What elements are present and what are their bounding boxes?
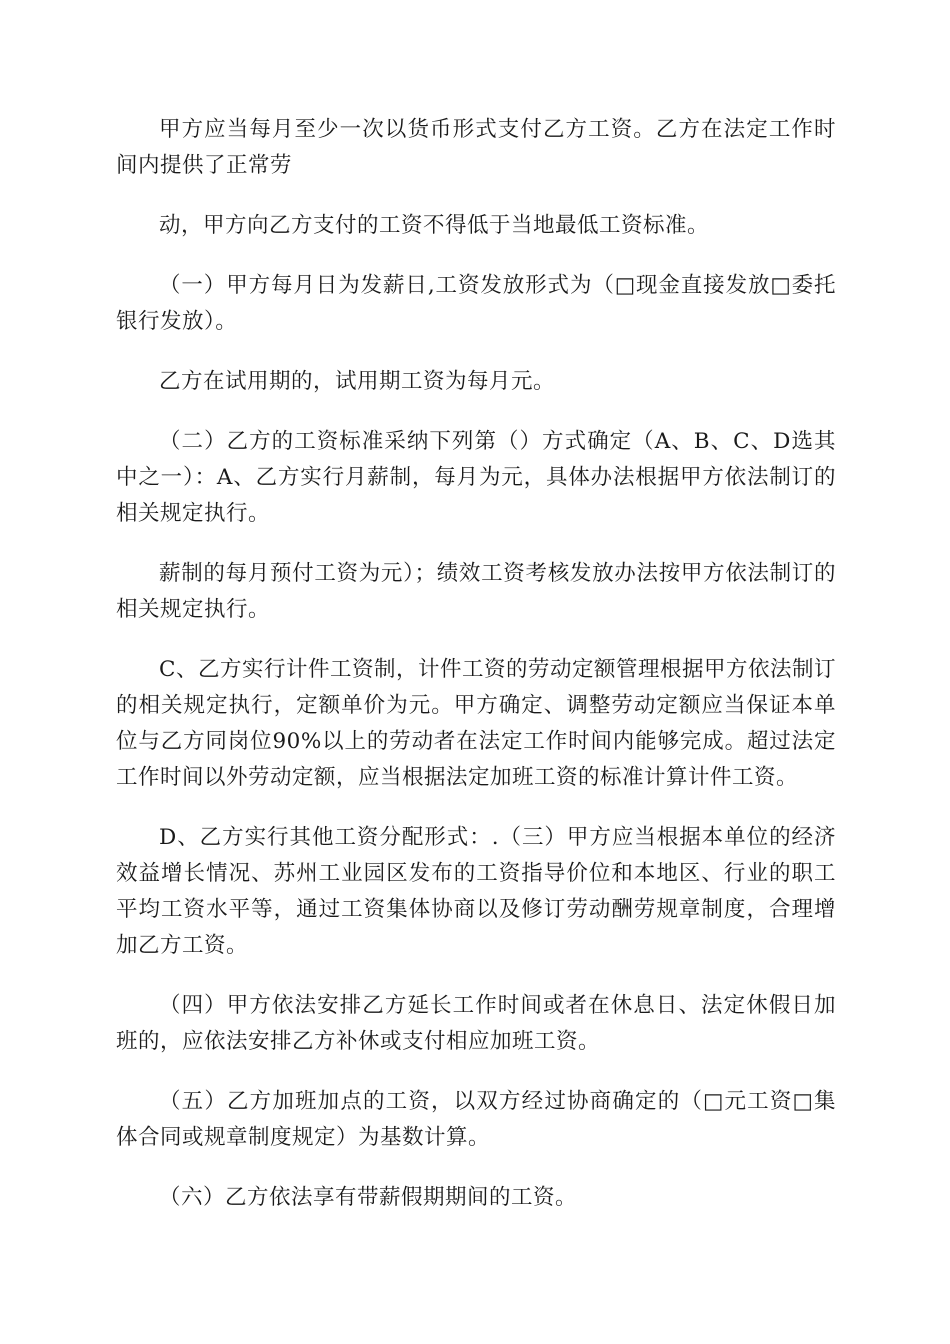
- paragraph-1: 甲方应当每月至少一次以货币形式支付乙方工资。乙方在法定工作时间内提供了正常劳: [116, 117, 836, 178]
- paragraph-3: （一）甲方每月日为发薪日,工资发放形式为（□现金直接发放□委托银行发放）。: [116, 273, 836, 334]
- paragraph-9: （四）甲方依法安排乙方延长工作时间或者在休息日、法定休假日加班的，应依法安排乙方补休或支付相应加班工资。: [116, 993, 836, 1054]
- paragraph-11: （六）乙方依法享有带薪假期期间的工资。: [159, 1185, 578, 1210]
- paragraph-7: C、乙方实行计件工资制，计件工资的劳动定额管理根据甲方依法制订的相关规定执行，定额单价为元。甲方确定、调整劳动定额应当保证本单位与乙方同岗位90%以上的劳动者在法定工作时间内能够完成。超过法定工作时间以外劳动定额，应当根据法定加班工资的标准计算计件工资。: [116, 657, 836, 790]
- document-body: [116, 112, 836, 1240]
- paragraph-5: （二）乙方的工资标准采纳下列第（）方式确定（A、B、C、D选其中之一）：A、乙方实行月薪制，每月为元，具体办法根据甲方依法制订的相关规定执行。: [116, 429, 836, 526]
- paragraph-8: D、乙方实行其他工资分配形式：.（三）甲方应当根据本单位的经济效益增长情况、苏州工业园区发布的工资指导价位和本地区、行业的职工平均工资水平等，通过工资集体协商以及修订劳动酬劳规章制度，合理增加乙方工资。: [116, 825, 836, 958]
- paragraph-10: （五）乙方加班加点的工资，以双方经过协商确定的（□元工资□集体合同或规章制度规定）为基数计算。: [116, 1089, 836, 1150]
- paragraph-6: 薪制的每月预付工资为元）；绩效工资考核发放办法按甲方依法制订的相关规定执行。: [116, 561, 836, 622]
- paragraph-2: 动，甲方向乙方支付的工资不得低于当地最低工资标准。: [159, 213, 710, 238]
- paragraph-4: 乙方在试用期的，试用期工资为每月元。: [159, 369, 556, 394]
